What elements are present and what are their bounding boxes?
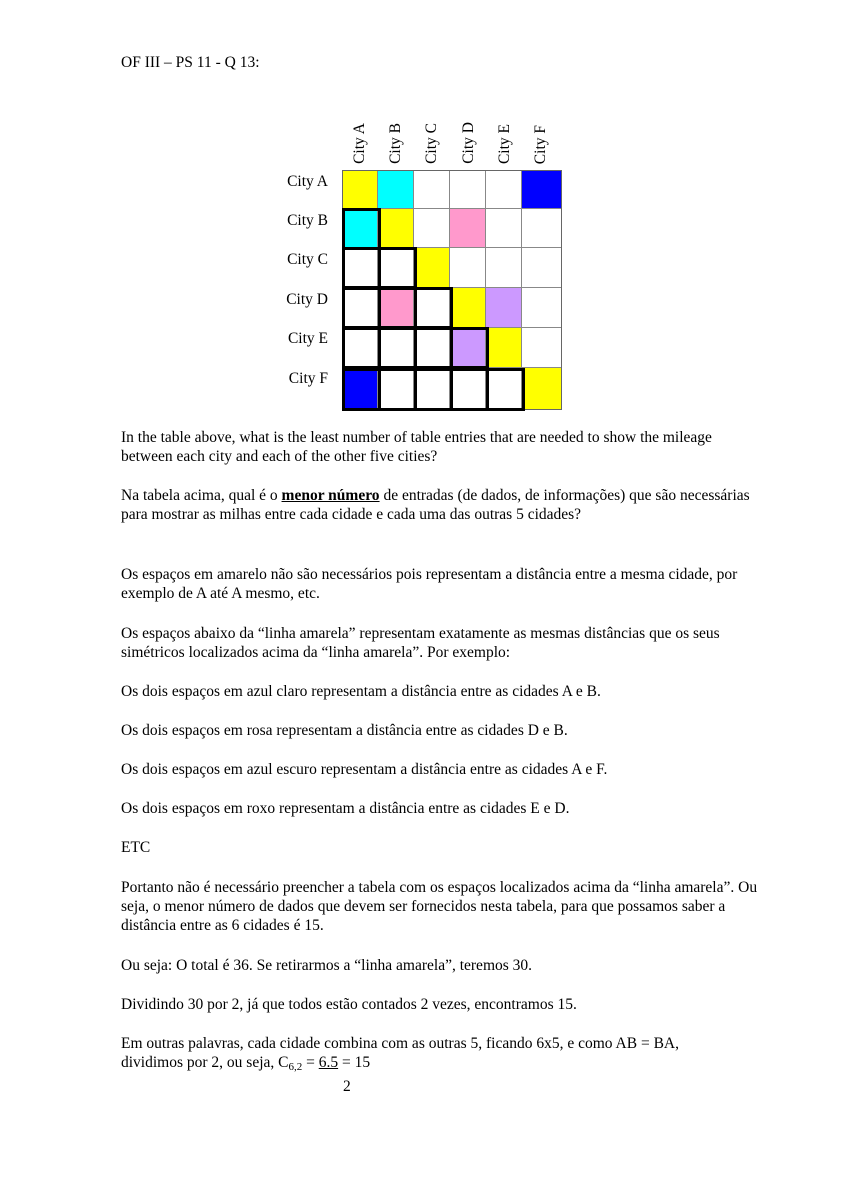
row-label-city-b: City B	[287, 212, 328, 229]
table-cell	[486, 288, 522, 328]
table-cell	[414, 288, 450, 328]
row-label-city-c: City C	[287, 251, 328, 268]
paragraph-line: Em outras palavras, cada cidade combina com as outras 5, ficando 6x5, e como AB = BA,	[121, 1035, 679, 1052]
paragraph: Portanto não é necessário preencher a tabela com os espaços localizados acima da “linha amarela”. Ou seja, o menor número de dados que devem ser fornecidos nesta tabela, para que possamos saber a distância entre as 6 cidades é 15.	[121, 879, 758, 934]
table-cell	[486, 328, 522, 368]
row-label-city-d: City D	[286, 291, 328, 308]
table-cell	[378, 248, 414, 288]
table-cell	[414, 248, 450, 288]
table-cell	[450, 209, 486, 248]
row-label-city-e: City E	[287, 330, 328, 347]
table-cell	[522, 170, 562, 209]
table-cell	[450, 248, 486, 288]
table-cell	[414, 328, 450, 368]
table-cell	[486, 170, 522, 209]
table-cell	[522, 368, 562, 410]
fraction-numerator: 6.5	[318, 1054, 339, 1071]
paragraph	[121, 1034, 761, 1077]
table-cell	[414, 209, 450, 248]
table-cell	[450, 368, 486, 410]
table-cell	[378, 170, 414, 209]
column-label-city-f: City F	[532, 124, 549, 164]
column-label-city-e: City E	[496, 123, 513, 164]
table-cell	[522, 328, 562, 368]
paragraph: Os dois espaços em roxo representam a distância entre as cidades E e D.	[121, 800, 570, 817]
question-english: In the table above, what is the least number of table entries that are needed to show the mileage between each city and each of the other five cities?	[121, 429, 712, 465]
table-cell	[378, 288, 414, 328]
table-cell	[378, 209, 414, 248]
paragraph: Os espaços em amarelo não são necessários pois representam a distância entre a mesma cidade, por exemplo de A até A mesmo, etc.	[121, 566, 738, 602]
paragraph: Os espaços abaixo da “linha amarela” representam exatamente as mesmas distâncias que os seus simétricos localizados acima da “linha amarela”. Por exemplo:	[121, 625, 720, 661]
paragraph: Ou seja: O total é 36. Se retirarmos a “linha amarela”, teremos 30.	[121, 957, 533, 974]
table-cell	[414, 170, 450, 209]
distance-table	[342, 170, 562, 410]
paragraph: Dividindo 30 por 2, já que todos estão contados 2 vezes, encontramos 15.	[121, 996, 577, 1013]
column-label-city-b: City B	[387, 123, 404, 164]
table-cell	[342, 209, 378, 248]
table-cell	[342, 170, 378, 209]
combination-subscript: 6,2	[288, 1061, 303, 1073]
table-cell	[342, 288, 378, 328]
table-cell	[450, 328, 486, 368]
column-label-city-d: City D	[460, 122, 477, 164]
paragraph: Os dois espaços em azul escuro representam a distância entre as cidades A e F.	[121, 761, 608, 778]
table-cell	[450, 288, 486, 328]
table-cell	[342, 248, 378, 288]
table-cell	[342, 328, 378, 368]
column-label-city-c: City C	[423, 123, 440, 164]
table-cell	[414, 368, 450, 410]
table-cell	[342, 368, 378, 410]
table-cell	[378, 328, 414, 368]
table-cell	[522, 248, 562, 288]
page-header: OF III – PS 11 - Q 13:	[121, 54, 260, 71]
question-portuguese: Na tabela acima, qual é o menor número de entradas (de dados, de informações) que são necessárias para mostrar as milhas entre cada cidade e cada uma das outras 5 cidades?	[121, 487, 750, 523]
table-cell	[486, 209, 522, 248]
row-label-city-f: City F	[288, 370, 328, 387]
table-cell	[486, 248, 522, 288]
table-cell	[522, 288, 562, 328]
column-label-city-a: City A	[351, 123, 368, 164]
table-cell	[486, 368, 522, 410]
paragraph-line: dividimos por 2, ou seja, $C_{6,2} = 6.5 = 15$	[121, 1054, 371, 1073]
row-label-city-a: City A	[287, 173, 328, 190]
table-cell	[378, 368, 414, 410]
paragraph: ETC	[121, 839, 151, 856]
fraction-denominator: 2	[343, 1078, 351, 1095]
paragraph: Os dois espaços em rosa representam a distância entre as cidades D e B.	[121, 722, 568, 739]
emphasis-text: menor número	[281, 487, 380, 504]
table-cell	[450, 170, 486, 209]
paragraph: Os dois espaços em azul claro representam a distância entre as cidades A e B.	[121, 683, 601, 700]
table-cell	[522, 209, 562, 248]
